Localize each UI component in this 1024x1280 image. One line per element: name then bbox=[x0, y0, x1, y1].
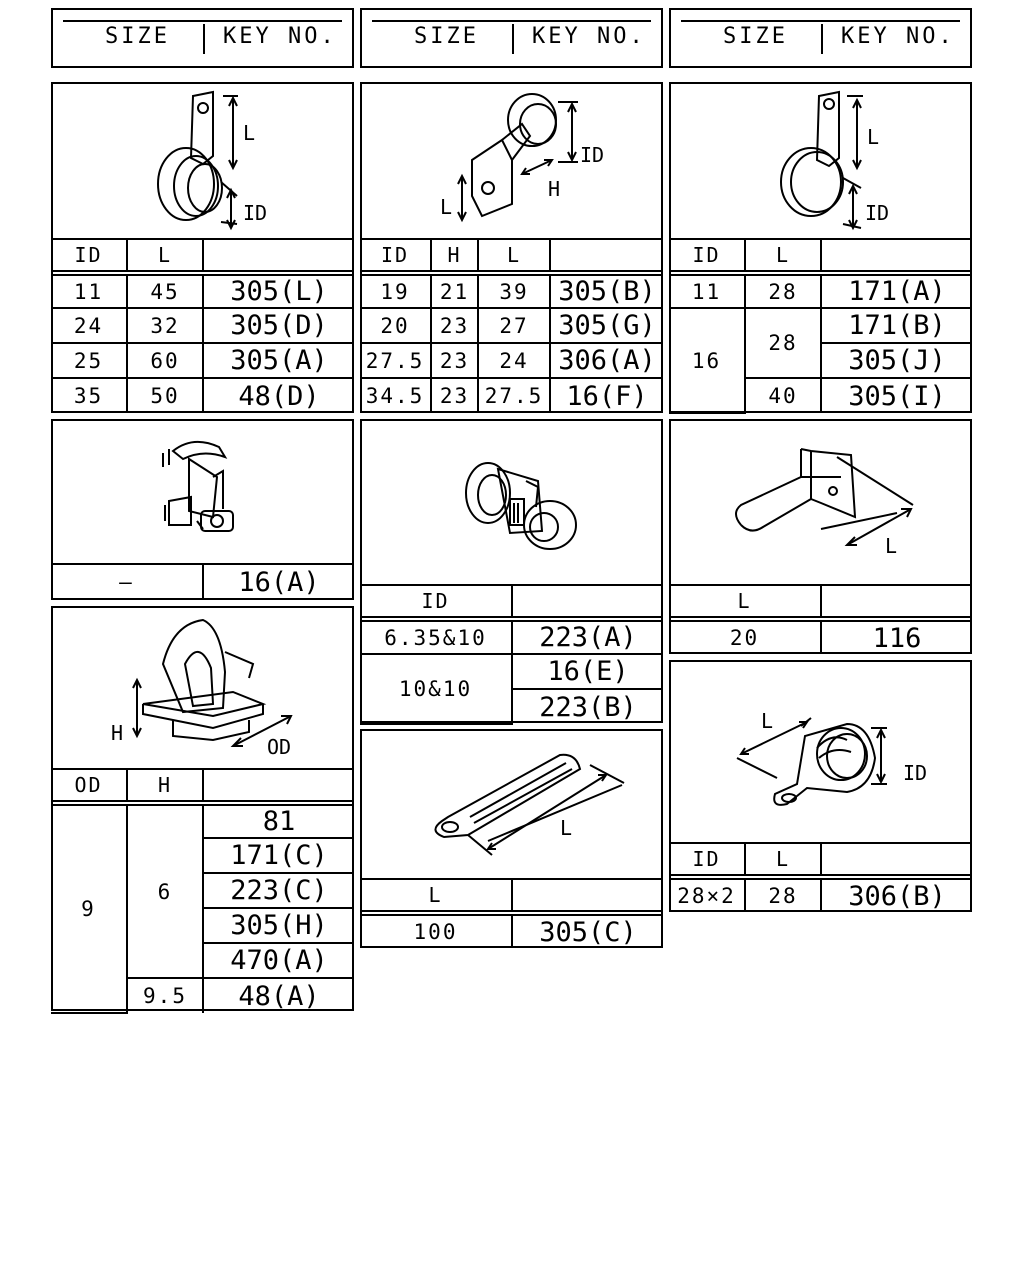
panel-p-clamp bbox=[669, 82, 972, 413]
dim-l-label: L bbox=[761, 709, 774, 733]
p-clamp-drawing bbox=[671, 84, 970, 238]
col-id: ID bbox=[51, 239, 127, 273]
table-row: 24 32 305(D) bbox=[51, 308, 354, 343]
table-row: 16 28 171(B) bbox=[669, 308, 972, 343]
twin-clamp-table bbox=[669, 842, 972, 912]
plastic-clip-drawing bbox=[53, 421, 352, 563]
key-no: 48(A) bbox=[203, 978, 354, 1013]
col-key bbox=[512, 879, 663, 913]
panel-strap bbox=[360, 729, 663, 948]
table-row: 11 45 305(L) bbox=[51, 273, 354, 308]
key-no-label: KEY NO. bbox=[841, 24, 955, 49]
table-row: 28×2 28 306(B) bbox=[669, 877, 972, 912]
col-id: ID bbox=[669, 239, 745, 273]
key-no: 305(B) bbox=[550, 273, 663, 308]
key-no: 171(B) bbox=[821, 308, 972, 343]
col-h: H bbox=[431, 239, 478, 273]
header-box-2 bbox=[360, 8, 663, 68]
key-no: 171(C) bbox=[203, 838, 354, 873]
header-box-1 bbox=[51, 8, 354, 68]
dim-h-label: H bbox=[111, 721, 124, 745]
col-id: ID bbox=[360, 585, 512, 619]
dim-l-label: L bbox=[560, 816, 573, 840]
col-key bbox=[203, 769, 354, 803]
key-no: 116 bbox=[821, 619, 972, 654]
size-label: SIZE bbox=[105, 24, 170, 49]
key-no: 306(A) bbox=[550, 343, 663, 378]
panel-double-clip bbox=[360, 419, 663, 723]
col-l: L bbox=[745, 843, 821, 877]
dim-l-label: L bbox=[867, 125, 880, 149]
col-l: L bbox=[669, 585, 821, 619]
col-key bbox=[203, 239, 354, 273]
key-no: 223(B) bbox=[512, 689, 663, 724]
key-no: 171(A) bbox=[821, 273, 972, 308]
offset-clamp-table bbox=[360, 238, 663, 413]
dim-l-label: L bbox=[243, 121, 256, 145]
table-row: 20 23 27 305(G) bbox=[360, 308, 663, 343]
key-no-label: KEY NO. bbox=[223, 24, 337, 49]
twin-clamp-drawing bbox=[671, 662, 970, 842]
key-no: 305(A) bbox=[203, 343, 354, 378]
size-label: SIZE bbox=[414, 24, 479, 49]
key-no: 470(A) bbox=[203, 943, 354, 978]
dim-l-label: L bbox=[885, 534, 898, 558]
key-no-label: KEY NO. bbox=[532, 24, 646, 49]
offset-clamp-drawing bbox=[362, 84, 661, 238]
plastic-clip-table bbox=[51, 563, 354, 599]
key-no: 16(F) bbox=[550, 378, 663, 413]
table-row: 11 28 171(A) bbox=[669, 273, 972, 308]
header-box-3 bbox=[669, 8, 972, 68]
col-id: ID bbox=[360, 239, 431, 273]
table-row: 9 6 81 bbox=[51, 803, 354, 838]
dim-id-label: ID bbox=[865, 201, 890, 225]
p-clamp-table bbox=[669, 238, 972, 414]
strap-drawing bbox=[362, 731, 661, 878]
col-key bbox=[512, 585, 663, 619]
table-row bbox=[51, 564, 354, 599]
key-no: 223(A) bbox=[512, 619, 663, 654]
dim-id-label: ID bbox=[903, 761, 928, 785]
key-no: 305(C) bbox=[512, 913, 663, 948]
key-no: 305(J) bbox=[821, 343, 972, 378]
key-no: 305(L) bbox=[203, 273, 354, 308]
dim-id-label: ID bbox=[580, 143, 605, 167]
col-id: ID bbox=[669, 843, 745, 877]
col-l: L bbox=[127, 239, 203, 273]
key-no: 48(D) bbox=[203, 378, 354, 413]
key-no: 81 bbox=[203, 803, 354, 838]
push-in-clip-table bbox=[51, 768, 354, 1014]
dim-id-label: ID bbox=[243, 201, 268, 225]
ring-clamp-drawing bbox=[53, 84, 352, 238]
key-no: 305(I) bbox=[821, 378, 972, 413]
col-l: L bbox=[745, 239, 821, 273]
table-row: 19 21 39 305(B) bbox=[360, 273, 663, 308]
dim-od-label: OD bbox=[267, 735, 292, 759]
strap-table bbox=[360, 878, 663, 948]
table-row: 9.5 48(A) bbox=[51, 978, 354, 1013]
col-h: H bbox=[127, 769, 203, 803]
size-label: SIZE bbox=[723, 24, 788, 49]
key-no: 16(A) bbox=[203, 564, 354, 599]
key-no: 306(B) bbox=[821, 877, 972, 912]
double-clip-table bbox=[360, 584, 663, 725]
table-row: 40 305(I) bbox=[669, 378, 972, 413]
size-value: — bbox=[51, 564, 203, 599]
dim-h-label: H bbox=[548, 177, 561, 201]
table-row: 100 305(C) bbox=[360, 913, 663, 948]
panel-push-in-clip bbox=[51, 606, 354, 1011]
table-row: 25 60 305(A) bbox=[51, 343, 354, 378]
table-row: 20 116 bbox=[669, 619, 972, 654]
double-clip-drawing bbox=[362, 421, 661, 584]
col-key bbox=[821, 239, 972, 273]
dim-l-label: L bbox=[440, 195, 453, 219]
key-no: 305(H) bbox=[203, 908, 354, 943]
ring-clamp-table bbox=[51, 238, 354, 413]
bracket-drawing bbox=[671, 421, 970, 584]
table-row: 34.5 23 27.5 16(F) bbox=[360, 378, 663, 413]
push-in-clip-drawing bbox=[53, 608, 352, 768]
bracket-table bbox=[669, 584, 972, 654]
key-no: 305(D) bbox=[203, 308, 354, 343]
key-no: 223(C) bbox=[203, 873, 354, 908]
col-l: L bbox=[478, 239, 550, 273]
col-od: OD bbox=[51, 769, 127, 803]
key-no: 305(G) bbox=[550, 308, 663, 343]
col-key bbox=[550, 239, 663, 273]
table-row: 27.5 23 24 306(A) bbox=[360, 343, 663, 378]
key-no: 16(E) bbox=[512, 654, 663, 689]
panel-bracket bbox=[669, 419, 972, 654]
panel-twin-clamp bbox=[669, 660, 972, 912]
col-key bbox=[821, 843, 972, 877]
table-row: 35 50 48(D) bbox=[51, 378, 354, 413]
panel-ring-clamp bbox=[51, 82, 354, 413]
panel-offset-clamp bbox=[360, 82, 663, 413]
col-key bbox=[821, 585, 972, 619]
table-row: 6.35&10 223(A) bbox=[360, 619, 663, 654]
table-row: 10&10 16(E) bbox=[360, 654, 663, 689]
panel-plastic-clip bbox=[51, 419, 354, 600]
col-l: L bbox=[360, 879, 512, 913]
